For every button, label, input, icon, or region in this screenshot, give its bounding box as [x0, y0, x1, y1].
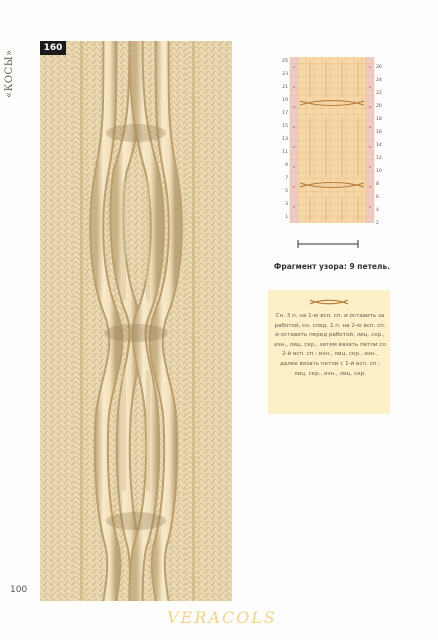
row-number: 7: [285, 176, 288, 181]
row-number: 4: [376, 208, 379, 213]
row-number: 9: [285, 163, 288, 168]
row-number: 8: [376, 182, 379, 187]
row-number: 1: [285, 215, 288, 220]
cable-symbol-icon: [308, 296, 350, 308]
row-number: 14: [376, 143, 382, 148]
knitting-chart: [278, 57, 386, 231]
legend-description: Сн. 3 п. на 1-ю всп. сп. и оставить за работой, сн. след. 1 п. на 2-ю всп. сп. и оставить перед работой, лиц. скр., изн., лиц. скр., затем вязать петли со 2-й всп. сп.: изн., лиц. скр., изн., далее вязать петли с 1-й всп. сп.: лиц. скр., изн., лиц. скр.: [274, 313, 386, 377]
brand-logo: VERACOLS: [167, 608, 277, 627]
row-number: 19: [282, 98, 288, 103]
row-number: 23: [282, 72, 288, 77]
row-number: 12: [376, 156, 382, 161]
row-number: 24: [376, 78, 382, 83]
row-number: 15: [282, 124, 288, 129]
row-number: 6: [376, 195, 379, 200]
pattern-number-badge: 160: [40, 41, 66, 55]
row-number: 17: [282, 111, 288, 116]
row-number: 16: [376, 130, 382, 135]
page-number: 100: [10, 585, 28, 595]
row-number: 10: [376, 169, 382, 174]
fragment-width-bracket: [296, 238, 360, 250]
section-label: «КОСЫ»: [4, 49, 15, 98]
row-number: 26: [376, 65, 382, 70]
knitting-photo: [40, 41, 232, 601]
fragment-caption: Фрагмент узора: 9 петель.: [273, 262, 391, 271]
row-number: 5: [285, 189, 288, 194]
row-number: 3: [285, 202, 288, 207]
row-number: 21: [282, 85, 288, 90]
row-number: 11: [282, 150, 288, 155]
row-number: 22: [376, 91, 382, 96]
row-number: 25: [282, 59, 288, 64]
row-number: 13: [282, 137, 288, 142]
row-number: 2: [376, 221, 379, 226]
cable-knit-image: [40, 41, 232, 601]
legend-box: [268, 290, 390, 414]
row-number: 20: [376, 104, 382, 109]
row-number: 18: [376, 117, 382, 122]
